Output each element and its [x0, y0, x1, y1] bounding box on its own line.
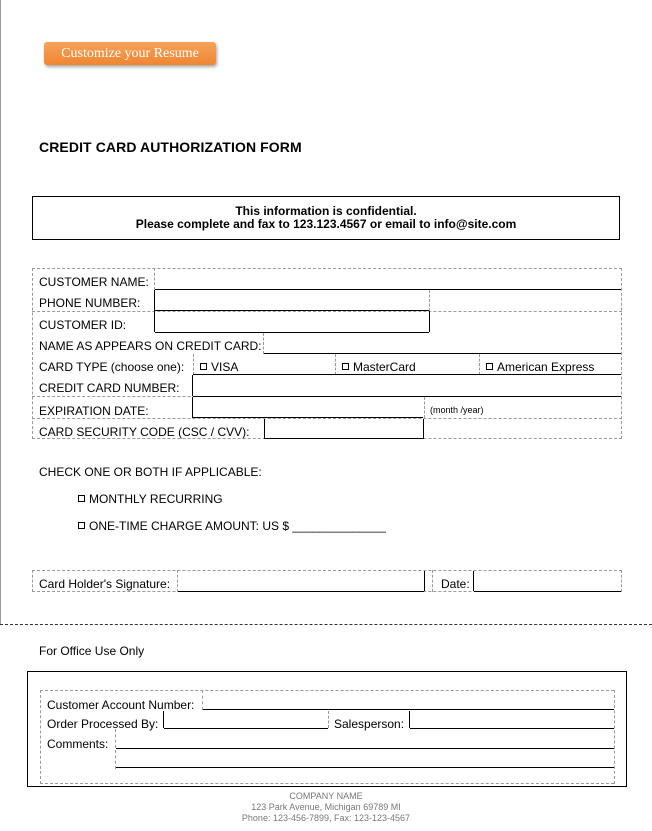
notice-line-1: This information is confidential.	[235, 204, 417, 218]
checkbox-icon[interactable]	[486, 363, 493, 370]
monthly-recurring-option[interactable]	[78, 492, 223, 506]
security-code-label: CARD SECURITY CODE (CSC / CVV):	[39, 425, 250, 439]
amex-label: American Express	[497, 360, 595, 374]
check-heading: CHECK ONE OR BOTH IF APPLICABLE:	[39, 465, 262, 479]
salesperson-left-edge	[409, 711, 410, 728]
page-left-border	[0, 0, 1, 625]
checkbox-icon[interactable]	[342, 363, 349, 370]
office-inner-right	[614, 690, 615, 784]
cell-divider	[335, 354, 336, 375]
signature-right-edge	[424, 571, 425, 591]
date-left-edge	[473, 571, 474, 591]
office-row-divider	[40, 783, 614, 784]
one-time-charge-option[interactable]	[78, 519, 386, 533]
office-use-heading: For Office Use Only	[39, 644, 145, 658]
row-divider	[32, 418, 622, 419]
cell-divider	[424, 397, 425, 418]
security-code-field[interactable]	[264, 438, 424, 439]
cell-divider	[115, 729, 116, 769]
phone-number-field[interactable]	[155, 310, 429, 311]
date-label: Date:	[441, 577, 470, 591]
card-type-label: CARD TYPE (choose one):	[39, 360, 185, 374]
cell-divider	[479, 354, 480, 375]
cell-divider	[193, 354, 194, 375]
notice-line-2: Please complete and fax to 123.123.4567 or email to info@site.com	[135, 217, 517, 231]
cell-divider	[328, 711, 329, 728]
security-code-left-edge	[264, 419, 265, 438]
processed-by-label: Order Processed By:	[47, 717, 159, 731]
monthly-recurring-label: MONTHLY RECURRING	[89, 492, 223, 506]
security-code-right-edge	[423, 419, 424, 438]
card-type-underline	[193, 374, 621, 375]
customize-resume-button[interactable]: Customize your Resume	[44, 42, 216, 65]
visa-option[interactable]	[200, 360, 238, 374]
checkbox-icon[interactable]	[78, 495, 85, 502]
customer-name-label: CUSTOMER NAME:	[39, 275, 149, 289]
expiration-hint: (month /year)	[430, 405, 484, 415]
footer-company: COMPANY NAME	[289, 791, 363, 801]
card-number-label: CREDIT CARD NUMBER:	[39, 381, 180, 395]
signature-field[interactable]	[178, 591, 424, 592]
confidential-notice	[32, 196, 620, 240]
comments-label: Comments:	[47, 737, 109, 751]
expiration-left-edge	[192, 397, 193, 418]
card-number-left-edge	[192, 375, 193, 396]
card-number-field[interactable]	[193, 396, 621, 397]
customer-id-label: CUSTOMER ID:	[39, 318, 127, 332]
expiration-label: EXPIRATION DATE:	[39, 404, 149, 418]
one-time-charge-label: ONE-TIME CHARGE AMOUNT: US $ ______________	[89, 519, 386, 533]
comments-field-line-2[interactable]	[116, 767, 614, 768]
office-row-divider	[40, 690, 614, 691]
phone-field-left-edge	[154, 290, 155, 311]
name-on-card-field[interactable]	[264, 353, 621, 354]
row-divider	[32, 311, 622, 312]
processed-by-left-edge	[163, 711, 164, 728]
footer-contact: Phone: 123-456-7899, Fax: 123-123-4567	[241, 813, 411, 823]
footer-address: 123 Park Avenue, Michigan 69789 MI	[251, 802, 401, 812]
salesperson-field[interactable]	[410, 728, 614, 729]
mastercard-option[interactable]	[342, 360, 416, 374]
date-field[interactable]	[474, 591, 621, 592]
office-inner-left	[40, 690, 41, 784]
phone-number-label: PHONE NUMBER:	[39, 296, 141, 310]
signature-label: Card Holder's Signature:	[39, 577, 171, 591]
name-on-card-label: NAME AS APPEARS ON CREDIT CARD:	[39, 339, 262, 353]
account-number-label: Customer Account Number:	[47, 698, 195, 712]
amex-option[interactable]	[486, 360, 594, 374]
salesperson-label: Salesperson:	[334, 717, 405, 731]
comments-field-line-1[interactable]	[116, 748, 614, 749]
cell-divider	[263, 333, 264, 354]
account-number-field[interactable]	[203, 709, 614, 710]
checkbox-icon[interactable]	[78, 522, 85, 529]
form-title: CREDIT CARD AUTHORIZATION FORM	[39, 139, 302, 155]
processed-by-field[interactable]	[164, 728, 328, 729]
visa-label: VISA	[211, 360, 239, 374]
customer-name-field[interactable]	[155, 289, 621, 290]
checkbox-icon[interactable]	[200, 363, 207, 370]
cell-divider	[202, 690, 203, 710]
cut-line	[0, 624, 652, 625]
customer-id-field[interactable]	[155, 332, 429, 333]
expiration-field[interactable]	[193, 417, 423, 418]
customer-id-right-edge	[429, 311, 430, 332]
cell-divider	[432, 570, 433, 592]
customer-id-left-edge	[154, 311, 155, 332]
cell-divider	[154, 268, 155, 290]
cell-divider	[177, 570, 178, 592]
cell-divider	[429, 290, 430, 311]
mastercard-label: MasterCard	[353, 360, 416, 374]
